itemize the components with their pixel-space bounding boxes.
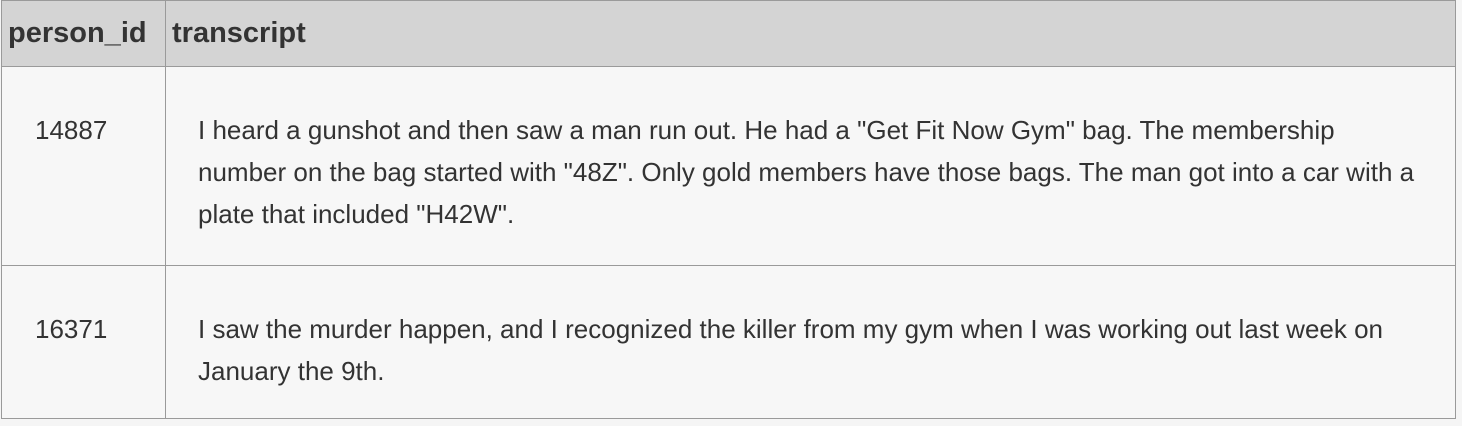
table-row [2,266,1456,419]
results-table [1,0,1456,419]
person-id-cell: 14887 [2,67,166,266]
transcript-cell: I saw the murder happen, and I recognized the killer from my gym when I was working out last week on January the 9th. [166,266,1456,419]
column-header-transcript: transcript [166,1,1456,67]
transcript-cell: I heard a gunshot and then saw a man run out. He had a "Get Fit Now Gym" bag. The membership number on the bag started with "48Z". Only gold members have those bags. The man got into a car with a plate that included "H42W". [166,67,1456,266]
table-body [2,67,1456,419]
header-row [2,1,1456,67]
table-row [2,67,1456,266]
column-header-person-id: person_id [2,1,166,67]
table-header [2,1,1456,67]
person-id-cell: 16371 [2,266,166,419]
